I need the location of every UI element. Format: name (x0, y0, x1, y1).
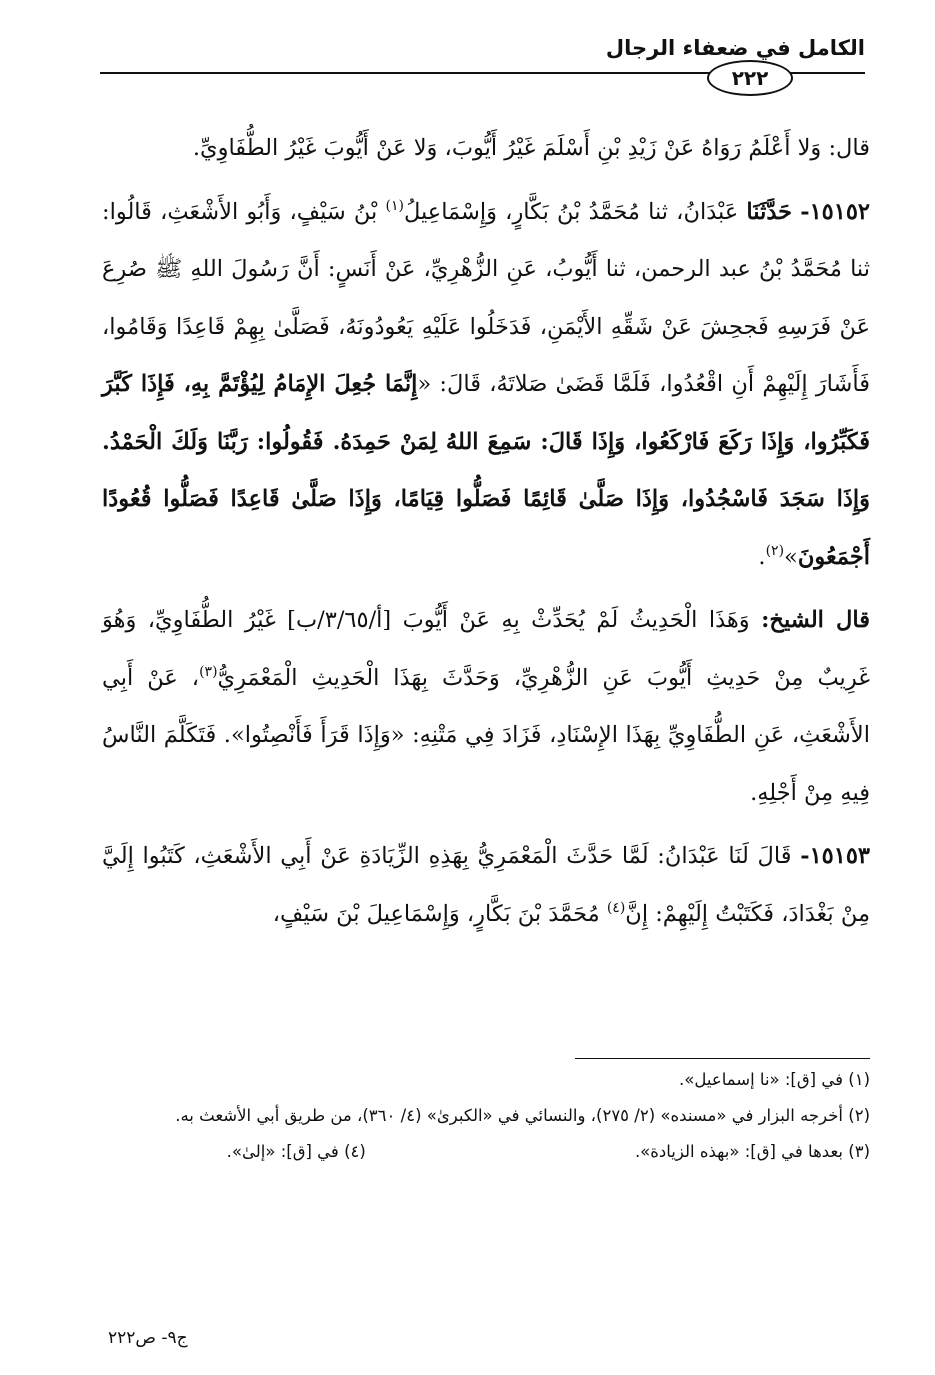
hadith-number: ١٥١٥٣- (800, 843, 870, 869)
footnote-ref-2: (٢) (765, 542, 785, 559)
comment-lead: قال الشيخ: (761, 607, 871, 633)
page-number-badge: ٢٢٢ (707, 60, 793, 96)
hadith-15152 (102, 184, 870, 587)
footnote-ref-3: (٣) (199, 663, 218, 680)
footnote-3: (٣) بعدها في [ق]: «بهذه الزيادة». (634, 1142, 870, 1161)
footnotes (105, 1058, 870, 1166)
footnote-2: (٢) أخرجه البزار في «مسنده» (٢/ ٢٧٥)، والنسائي في «الكبرىٰ» (٤/ ٣٦٠)، من طريق أبي الأشعث به. (175, 1106, 870, 1125)
narration-text-continued: مُحَمَّدَ بْنَ بَكَّارٍ، وَإِسْمَاعِيلَ بْنَ سَيْفٍ، (272, 900, 600, 927)
narration-lead: حَدَّثَنَا (746, 198, 793, 225)
narration-text: قَالَ لَنَا عَبْدَانُ: لَمَّا حَدَّثَ الْمَعْمَرِيُّ بِهَذِهِ الزِّيَادَةِ عَنْ أَبِي الأَشْعَثِ، كَتَبُوا إِلَيَّ مِنْ بَغْدَادَ، فَكَتَبْتُ إِلَيْهِمْ: إِنَّ (102, 843, 870, 927)
isnad-part: عَبْدَانُ، ثنا مُحَمَّدُ بْنُ بَكَّارٍ، وَإِسْمَاعِيلُ (403, 198, 739, 225)
footnote-ref-1: (١) (385, 197, 404, 214)
hadith-number: ١٥١٥٢- (800, 198, 871, 225)
footnote-4: (٤) في [ق]: «إلىٰ». (226, 1142, 366, 1161)
book-title: الكامل في ضعفاء الرجال (605, 36, 865, 60)
comment-text-continued: ، عَنْ أَبِي الأَشْعَثِ، عَنِ الطُّفَاوِيِّ بِهَذَا الإِسْنَادِ، فَزَادَ فِي مَتْنِهِ: «وَإِذَا قَرَأَ فَأَنْصِتُوا». فَتَكَلَّمَ النَّاسُ فِيهِ مِنْ أَجْلِهِ. (102, 664, 870, 806)
volume-page-marker: ج٩- ص٢٢٢ (108, 1328, 188, 1348)
paragraph-intro: قال: وَلا أَعْلَمُ رَوَاهُ عَنْ زَيْدِ بْنِ أَسْلَمَ غَيْرُ أَيُّوبَ، وَلا عَنْ أَيُّوبَ غَيْرُ الطُّفَاوِيِّ. (192, 135, 870, 161)
comment-text: وَهَذَا الْحَدِيثُ لَمْ يُحَدِّثْ بِهِ عَنْ أَيُّوبَ [أ/٣/٦٥/ب] غَيْرُ الطُّفَاوِيِّ، وَهُوَ غَرِيبٌ مِنْ حَدِيثِ أَيُّوبَ عَنِ الزُّهْرِيِّ، وَحَدَّثَ بِهَذَا الْحَدِيثِ الْمَعْمَرِيُّ (102, 607, 871, 691)
sheikh-comment (102, 592, 870, 822)
footnote-1: (١) في [ق]: «نا إسماعيل». (679, 1070, 870, 1089)
footnote-ref-4: (٤) (606, 899, 626, 916)
footnote-row (105, 1137, 870, 1166)
hadith-15153 (102, 828, 870, 943)
main-text (102, 120, 870, 943)
quote-close: » (784, 543, 798, 570)
hadith-quote: إِنَّمَا جُعِلَ الإِمَامُ لِيُؤْتَمَّ بِهِ، فَإِذَا كَبَّرَ فَكَبِّرُوا، وَإِذَا رَكَعَ فَارْكَعُوا، وَإِذَا قَالَ: سَمِعَ اللهُ لِمَنْ حَمِدَهُ. فَقُولُوا: رَبَّنَا وَلَكَ الْحَمْدُ. وَإِذَا سَجَدَ فَاسْجُدُوا، وَإِذَا صَلَّىٰ قَائِمًا فَصَلُّوا قِيَامًا، وَإِذَا صَلَّىٰ قَاعِدًا فَصَلُّوا قُعُودًا أَجْمَعُونَ (102, 371, 870, 570)
period: . (758, 543, 766, 570)
footnote-separator (575, 1058, 870, 1059)
isnad-continued: بْنُ سَيْفٍ، وَأَبُو الأَشْعَثِ، قَالُوا: ثنا مُحَمَّدُ بْنُ عبد الرحمن، ثنا أَيُّوبُ، عَنِ الزُّهْرِيِّ، عَنْ أَنَسٍ: أَنَّ رَسُولَ اللهِ ﷺ صُرِعَ عَنْ فَرَسِهِ فَجحِشَ عَنْ شَقِّهِ الأَيْمَنِ، فَدَخَلُوا عَلَيْهِ يَعُودُونَهُ، فَصَلَّىٰ بِهِمْ قَاعِدًا وَقَامُوا، فَأَشَارَ إِلَيْهِمْ أَنِ اقْعُدُوا، فَلَمَّا قَضَىٰ صَلاتَهُ، قَالَ: « (102, 198, 870, 397)
